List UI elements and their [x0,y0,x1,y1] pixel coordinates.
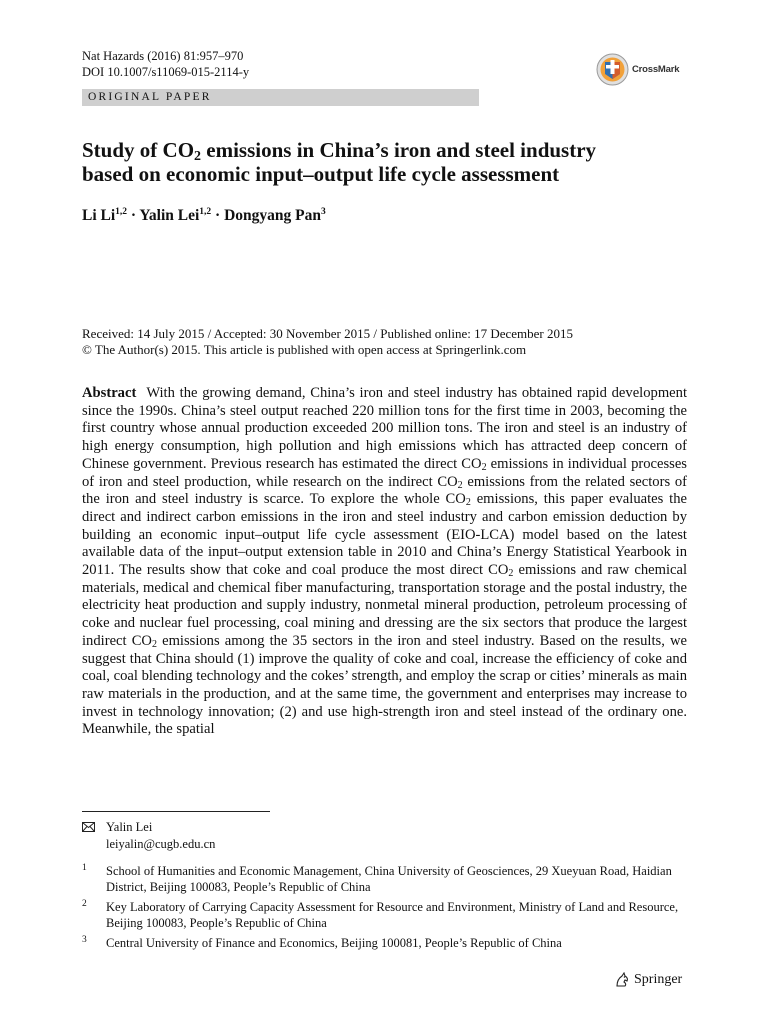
author-separator: · [127,207,140,224]
abstract-text: emissions from the related sectors of the iron and steel industry is scarce. To explore the whole CO [82,473,687,508]
abstract-text: emissions and raw chemical materials, medical and chemical fiber manufacturing, transportation storage and the postal industry, the electricity heat production and supply industry, nonmetal mineral production, petroleum processing of coke and nuclear fuel processing, coal mining and dressing are the six sectors that produce the largest indirect CO [82,562,688,649]
history-dates: Received: 14 July 2015 / Accepted: 30 November 2015 / Published online: 17 December 2015 [82,326,574,341]
crossmark-badge[interactable] [596,53,679,86]
author-separator: · [211,207,225,224]
envelope-icon [82,822,95,832]
affiliation-number: 3 [82,935,87,945]
affiliation-number: 2 [82,899,87,909]
title-line-2: based on economic input–output life cycle assessment [82,162,560,186]
abstract-text: emissions in individual processes of iron and steel production, while research on the indirect CO [82,455,687,490]
abstract-text: emissions, this paper evaluates the direct and indirect carbon emissions in the iron and steel industry and carbon emission deduction by building an economic input–output life cycle assessment (EIO-LCA) model based on the latest available data of the input–output extension table in 2010 and China’s Energy Statistical Yearbook in 2011. The results show that coke and coal produce the most direct CO [82,491,688,579]
affiliation-text: Central University of Finance and Economics, Beijing 100081, People’s Republic of China [106,936,562,950]
author-name[interactable]: Li Li [82,207,116,224]
corresponding-name: Yalin Lei [106,820,153,834]
co2-subscript: 2 [465,497,471,509]
corresponding-author [82,819,215,853]
abstract-text: emissions among the 35 sectors in the iron and steel industry. Based on the results, we suggest that China should (1) improve the quality of coke and coal, increase the efficiency of coke and coal, coal blending technology and the cokes’ strength, and employ the scrap or cities’ minerals as main raw materials in the production, and at the same time, the government and enterprises may increase to invest in technology innovation; (2) and use high-strength iron and steel instead of the ordinary one. Meanwhile, the spatial [82,632,687,738]
author-list [82,207,326,225]
affiliation-1 [82,863,682,895]
journal-reference [82,48,249,80]
corresponding-email[interactable]: leiyalin@cugb.edu.cn [106,837,216,851]
abstract [82,385,687,739]
affiliation-number: 1 [82,863,87,873]
affiliation-2 [82,899,682,931]
title-subscript: 2 [194,149,202,164]
publication-dates [82,326,702,358]
abstract-text: With the growing demand, China’s iron and steel industry has obtained rapid development since the 1990s. China’s steel output reached 220 million tons for the first time in 2003, becoming the first country whose annual production exceeded 200 million tons. The iron and steel is an industry of high energy consumption, high pollution and high emissions which has attracted deep concern of Chinese government. Previous research has estimated the direct CO [82,385,687,472]
author-affiliation-mark: 1,2 [199,207,212,217]
publisher-logo [614,972,682,988]
co2-subscript: 2 [481,461,487,473]
author-affiliation-mark: 1,2 [115,207,128,217]
doi[interactable]: DOI 10.1007/s11069-015-2114-y [82,65,250,79]
author-name[interactable]: Yalin Lei [139,207,200,224]
author-affiliation-mark: 3 [320,207,326,217]
springer-horse-icon [614,972,630,988]
abstract-label: Abstract [82,385,137,401]
title-part: emissions in China’s iron and steel industry [201,138,597,162]
affiliation-3 [82,935,682,951]
crossmark-label: CrossMark [632,64,680,75]
co2-subscript: 2 [508,568,514,580]
publisher-name: Springer [634,972,683,987]
journal-citation: Nat Hazards (2016) 81:957–970 [82,49,244,63]
co2-subscript: 2 [151,638,157,650]
article-title [82,138,702,186]
crossmark-icon [596,53,629,86]
affiliation-text: School of Humanities and Economic Management, China University of Geosciences, 29 Xueyuan Road, Haidian District, Beijing 100083, People’s Republic of China [106,864,672,894]
author-name[interactable]: Dongyang Pan [224,207,321,224]
paper-type-banner: ORIGINAL PAPER [82,89,479,106]
title-part: Study of CO [82,138,195,162]
footnote-divider [82,811,270,812]
affiliation-text: Key Laboratory of Carrying Capacity Assessment for Resource and Environment, Ministry of Land and Resource, Beijing 100083, People’s Republic of China [106,900,679,930]
co2-subscript: 2 [457,479,463,491]
copyright-notice: © The Author(s) 2015. This article is published with open access at Springerlink.com [82,342,527,357]
